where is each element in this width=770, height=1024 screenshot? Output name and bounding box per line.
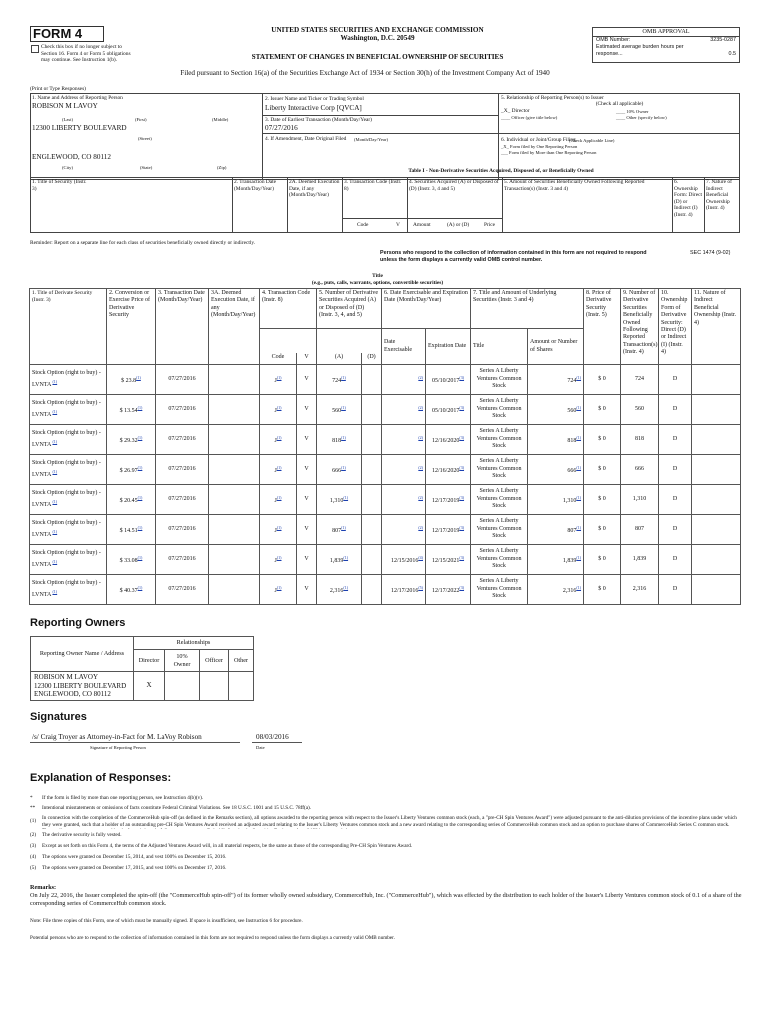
footnote-link[interactable]: (1) [341,434,346,440]
form-title: FORM 4 [33,26,83,41]
transaction-code: J [274,437,277,444]
footnote-link[interactable]: (1) [341,524,346,530]
owner-name: ROBISON M LAVOY [34,673,99,681]
underlying-amount: 1,310 [562,497,577,504]
transaction-date: 07/27/2016 [168,585,196,592]
derivative-price: $ 0 [598,375,606,382]
derivative-price: $ 0 [598,585,606,592]
remarks-label: Remarks: [30,884,57,891]
footnote-link[interactable]: (1) [52,468,58,474]
divider [342,177,343,233]
table-row [30,575,741,605]
underlying-title: Series A Liberty Ventures Common Stock [476,398,522,420]
footnote-link[interactable]: (3) [459,554,465,560]
footnote-link[interactable]: (1) [576,404,582,410]
fn-dstar-mark: ** [30,805,36,811]
city-label: (City) [62,165,73,170]
box3-label: 3. Date of Earliest Transaction (Month/Day/Year) [265,117,372,123]
t1-amount: Amount [413,222,431,228]
form-title-box [30,26,104,42]
security-title: Stock Option (right to buy) - LVNTA [32,430,101,448]
table-row [30,425,741,455]
v-flag: V [304,375,309,382]
t1-col1: 1. Title of Security (Instr. 3) [32,179,87,192]
security-title: Stock Option (right to buy) - LVNTA [32,520,101,538]
reporting-person-city: ENGLEWOOD, CO 80112 [32,153,111,161]
t1-col6: 6. Ownership Form: Direct (D) or Indirect (I) (Instr. 4) [674,179,702,218]
ownership-form: D [672,585,678,592]
footnote-link[interactable]: (1) [276,434,282,440]
acquired-amount: 818 [332,437,342,444]
acquired-amount: 2,316 [329,587,344,594]
divider [287,177,288,233]
acquired-amount: 724 [332,377,342,384]
fn5-mark: (5) [30,865,37,871]
reporting-person-street: 12300 LIBERTY BOULEVARD [32,124,127,132]
footnote-link[interactable]: (1) [576,494,582,500]
fn5: The options were granted on December 17, 2015, and vest 100% on December 17, 2016. [42,865,227,871]
t2-h8: 8. Price of Derivative Security (Instr. 5) [586,290,612,319]
footnote-link[interactable]: (1) [52,378,58,384]
t1-col7: 7. Nature of Indirect Beneficial Ownership (Instr. 4) [706,179,732,212]
section16-note: Check this box if no longer subject to Section 16. Form 4 or Form 5 obligations may continue. See Instruction 1(b). [41,44,131,64]
underlying-amount: 2,316 [562,587,577,594]
ownership-form: D [672,405,678,412]
footnote-link[interactable]: (1) [341,404,346,410]
t1-col5: 5. Amount of Securities Beneficially Owned Following Reported Transaction(s) (Instr. 3 and 4) [504,179,645,192]
t2-code-h: Code [271,353,285,360]
footnote-link[interactable]: (1) [136,374,141,380]
footnote-link[interactable]: (1) [341,464,346,470]
t1-v: V [396,222,400,228]
t2-date-exercisable: Date Exercisable [384,339,412,353]
first-label: (First) [135,117,147,122]
owner-ten-pct-h: 10% Owner [173,652,191,668]
underlying-title: Series A Liberty Ventures Common Stock [476,518,522,540]
footnote-link[interactable]: (2) [418,434,424,440]
footnote-link[interactable]: (1) [343,554,349,560]
box2-label: 2. Issuer Name and Ticker or Trading Symbol [265,96,364,102]
t1-price: Price [484,222,496,228]
footnote-link[interactable]: (3) [459,494,465,500]
exercise-price: $ 14.51 [119,527,138,534]
earliest-transaction-date: 07/27/2016 [265,124,298,132]
date-exercisable: 12/15/2016 [391,557,419,564]
acquired-amount: 807 [332,527,342,534]
reporting-owners-heading: Reporting Owners [30,617,126,629]
box6-sub: (Check Applicable Line) [569,138,615,143]
omb-title: OMB APPROVAL [593,28,739,37]
omb-number-label: OMB Number: [596,37,631,43]
box4-label: 4. If Amendment, Date Original Filed [265,136,347,142]
agency-name: UNITED STATES SECURITIES AND EXCHANGE COMMISSION [271,26,484,34]
transaction-date: 07/27/2016 [168,495,196,502]
transaction-date: 07/27/2016 [168,435,196,442]
t2-h2: 2. Conversion or Exercise Price of Derivative Security [109,290,150,319]
expiration-date: 05/10/2017 [432,407,460,414]
date-line [252,742,302,743]
footnote-link[interactable]: (1) [52,528,58,534]
footnote-link[interactable]: (1) [276,524,282,530]
remarks-text: On July 22, 2016, the Issuer completed the spin-off (the "CommerceHub spin-off") of its former wholly owned subsidiary, CommerceHub, Inc. ("CommerceHub"), which was effected by the distribution to each holder of the Issuer's Liberty Ventures common stock of 0.1 of a share of the corresponding series of CommerceHub common stock. [30,892,742,907]
v-flag: V [304,495,309,502]
derivative-price: $ 0 [598,555,606,562]
signature-date: 08/03/2016 [256,733,289,741]
t2-h1: 1. Title of Derivate Security (Instr. 3) [32,290,93,304]
box5-label: 5. Relationship of Reporting Person(s) to Issuer [501,95,604,101]
footnote-link[interactable]: (3) [459,524,465,530]
omb-burden-label: Estimated average burden hours per response... [596,44,684,57]
t1-col2: 2. Transaction Date (Month/Day/Year) [234,179,277,192]
t2-h3: 3. Transaction Date (Month/Day/Year) [158,290,205,304]
footnote-link[interactable]: (1) [576,464,582,470]
t1-col4: 4. Securities Acquired (A) or Disposed of (D) (Instr. 3, 4 and 5) [409,179,499,192]
owned-following: 1,310 [632,495,647,502]
footnote-link[interactable]: (1) [276,494,282,500]
transaction-date: 07/27/2016 [168,525,196,532]
owned-following: 666 [635,465,645,472]
v-flag: V [304,435,309,442]
omb-burden: 0.5 [728,51,736,57]
underlying-amount: 818 [567,437,577,444]
footnote-link[interactable]: (3) [459,584,465,590]
table-row [30,455,741,485]
signature-line [30,742,240,743]
footnote-link[interactable]: (5) [418,584,424,590]
footnote-link[interactable]: (1) [343,584,349,590]
divider [342,218,502,219]
footnote-link[interactable]: (1) [137,464,143,470]
ownership-form: D [672,435,678,442]
footnote-link[interactable]: (2) [418,524,424,530]
omb-approval-box [592,27,740,63]
footnote-link[interactable]: (1) [137,584,143,590]
exercise-price: $ 20.45 [119,497,138,504]
expiration-date: 12/16/2020 [432,467,460,474]
underlying-title: Series A Liberty Ventures Common Stock [476,578,522,600]
footnote-link[interactable]: (1) [576,374,582,380]
footnote-link[interactable]: (1) [137,554,143,560]
underlying-title: Series A Liberty Ventures Common Stock [476,488,522,510]
exercise-price: $ 40.37 [119,587,138,594]
t2-title-h: Title [473,342,485,349]
v-flag: V [304,555,309,562]
footnote-link[interactable]: (1) [576,434,582,440]
table-row [30,545,741,575]
t2-h3a: 3A. Deemed Execution Date, if any (Month/Day/Year) [211,290,256,319]
print-note: (Print or Type Responses) [30,86,86,92]
t2-amount-h: Amount or Number of Shares [530,339,578,353]
transaction-code: J [274,407,277,414]
footnote-link[interactable]: (3) [459,434,465,440]
signature-name: /s/ Craig Troyer as Attorney-in-Fact for M. LaVoy Robison [32,733,202,741]
omb-number: 3235-0287 [710,37,736,43]
agency-city: Washington, D.C. 20549 [340,34,415,42]
expiration-date: 12/17/2019 [432,527,460,534]
fn1: In connection with the completion of the CommerceHub spin-off (as defined in the Remarks section), all options awarded to the reporting person with respect to the Issuer's Liberty Ventures common stock (each, a "pre-CH Spin Ventures Award") were adjusted pursuant to the anti-dilution provisions of the incentive plans under which they were granted, such that a holder of an outstanding pre-CH Spin Ventures Award received an adjusted award relating to the Issuer's Liberty Ventures common stock and a new award relating to the corresponding series of CommerceHub common stock and an option to purchase shares of CommerceHub Series C common stock. [42,815,737,828]
underlying-title: Series A Liberty Ventures Common Stock [476,428,522,450]
owned-following: 818 [635,435,645,442]
t2-h6: 6. Date Exercisable and Expiration Date (Month/Day/Year) [384,290,468,304]
footnote-link[interactable]: (1) [343,494,349,500]
v-flag: V [304,465,309,472]
footnote-link[interactable]: (1) [576,554,582,560]
exercise-price: $ 33.08 [119,557,138,564]
sec-number: SEC 1474 (9-02) [690,250,731,256]
fn2-mark: (2) [30,832,37,838]
t2-v-h: V [304,353,309,360]
t2-expiration-date: Expiration Date [428,342,467,349]
footnote-link[interactable]: (1) [276,584,282,590]
box6-opt2: ___ Form filed by More than One Reporting Person [501,150,597,155]
divider [672,177,673,233]
potential-persons: Potential persons who are to respond to the collection of information contained in this form are not required to respond unless the form displays a currently valid OMB number. [30,935,395,941]
footnote-link[interactable]: (1) [137,494,143,500]
exercise-price: $ 23.8 [121,377,137,384]
underlying-amount: 1,839 [562,557,577,564]
statement-title: STATEMENT OF CHANGES IN BENEFICIAL OWNERSHIP OF SECURITIES [251,53,504,61]
divider [232,177,233,233]
footnote-link[interactable]: (1) [52,558,58,564]
transaction-date: 07/27/2016 [168,405,196,412]
owned-following: 724 [635,375,645,382]
owned-following: 807 [635,525,645,532]
footnote-link[interactable]: (1) [576,524,582,530]
persons-notice: Persons who respond to the collection of information contained in this form are not required to respond unless the form displays a currently valid OMB control number. [380,250,647,263]
last-label: (Last) [62,117,73,122]
zip-label: (Zip) [217,165,227,170]
fn3-mark: (3) [30,843,37,849]
table2-subtitle: (e.g., puts, calls, warrants, options, convertible securities) [311,280,444,286]
footnote-link[interactable]: (1) [276,404,282,410]
expiration-date: 12/16/2020 [432,437,460,444]
owner-director-h: Director [138,656,160,664]
transaction-code: J [274,557,277,564]
security-title: Stock Option (right to buy) - LVNTA [32,580,101,598]
table2 [29,288,741,605]
t2-h10: 10. Ownership Form of Derivative Security: Direct (D) or Indirect (I) (Instr. 4) [661,290,688,356]
middle-label: (Middle) [212,117,229,122]
reporting-person-name: ROBISON M LAVOY [32,102,98,110]
derivative-price: $ 0 [598,495,606,502]
v-flag: V [304,525,309,532]
acquired-amount: 1,839 [329,557,344,564]
ownership-form: D [672,465,678,472]
security-title: Stock Option (right to buy) - LVNTA [32,490,101,508]
ownership-form: D [672,555,678,562]
derivative-price: $ 0 [598,435,606,442]
box6-label: 6. Individual or Joint/Group Filing [501,137,576,143]
date-label: Date [256,745,265,750]
footnote-link[interactable]: (1) [276,554,282,560]
transaction-code: J [274,527,277,534]
owner-addr2: ENGLEWOOD, CO 80112 [34,690,111,699]
date-exercisable: 12/17/2016 [391,587,419,594]
security-title: Stock Option (right to buy) - LVNTA [32,370,101,388]
filing-note: Note: File three copies of this Form, one of which must be manually signed. If space is insufficient, see Instruction 6 for procedure. [30,918,303,924]
owner-director-mark: X [146,681,152,690]
fn2: The derivative security is fully vested. [42,832,122,838]
footnote-link[interactable]: (2) [418,374,424,380]
owner-relationships: Relationships [176,639,211,647]
owner-other-h: Other [233,656,249,664]
reminder: Reminder: Report on a separate line for each class of securities beneficially owned directly or indirectly. [30,240,256,246]
transaction-date: 07/27/2016 [168,465,196,472]
underlying-title: Series A Liberty Ventures Common Stock [476,458,522,480]
other-option: ____ Other (specify below) [616,115,667,120]
footnote-link[interactable]: (1) [52,438,58,444]
transaction-code: J [274,467,277,474]
footnote-link[interactable]: (3) [459,464,465,470]
fn4-mark: (4) [30,854,37,860]
derivative-price: $ 0 [598,405,606,412]
table1-title: Table I - Non-Derivative Securities Acquired, Disposed of, or Beneficially Owned [408,168,594,174]
security-title: Stock Option (right to buy) - LVNTA [32,460,101,478]
divider [262,115,498,116]
owner-officer-h: Officer [205,656,223,664]
signature-label: Signature of Reporting Person [90,745,146,750]
footnote-link[interactable]: (4) [418,554,424,560]
security-title: Stock Option (right to buy) - LVNTA [32,550,101,568]
fn3: Except as set forth on this Form 4, the terms of the Adjusted Ventures Award will, in all material respects, be the same as those of the corresponding Pre-CH Spin Ventures Award. [42,843,413,849]
exercise-price: $ 26.97 [119,467,138,474]
t1-col3: 3. Transaction Code (Instr. 8) [344,179,402,192]
transaction-code: J [274,497,277,504]
underlying-amount: 724 [567,377,577,384]
t2-d-h: (D) [367,353,376,360]
footnote-link[interactable]: (1) [137,404,143,410]
t2-h11: 11. Nature of Indirect Beneficial Ownership (Instr. 4) [694,290,737,326]
underlying-amount: 807 [567,527,577,534]
footnote-link[interactable]: (1) [276,374,282,380]
footnote-link[interactable]: (2) [418,464,424,470]
footnote-link[interactable]: (2) [418,404,424,410]
t2-h5: 5. Number of Derivative Securities Acquired (A) or Disposed of (D) (Instr. 3, 4, and 5) [319,290,378,319]
section16-checkbox[interactable] [31,45,39,53]
t2-h4: 4. Transaction Code (Instr. 8) [262,290,311,304]
t1-aord: (A) or (D) [447,222,470,228]
footnote-link[interactable]: (3) [459,404,465,410]
t2-a-h: (A) [334,353,344,360]
owned-following: 1,839 [632,555,647,562]
t2-h7: 7. Title and Amount of Underlying Securities (Instr. 3 and 4) [473,290,557,304]
divider [262,93,263,180]
state-label: (State) [140,165,153,170]
ten-pct-option: ____ 10% Owner [616,109,649,114]
v-flag: V [304,405,309,412]
expiration-date: 12/17/2019 [432,497,460,504]
footnote-link[interactable]: (1) [276,464,282,470]
footnote-link[interactable]: (3) [459,374,465,380]
footnote-link[interactable]: (1) [341,374,346,380]
box1-label: 1. Name and Address of Reporting Person [32,95,123,101]
footnote-link[interactable]: (1) [52,408,58,414]
owner-col-name: Reporting Owner Name / Address [39,650,125,658]
table-row [30,485,741,515]
divider [704,177,705,233]
transaction-date: 07/27/2016 [168,555,196,562]
box6-opt1: _X_ Form filed by One Reporting Person [501,144,578,149]
owner-row [31,672,254,701]
footnote-link[interactable]: (1) [137,434,143,440]
box4-sub: (Month/Day/Year) [354,137,388,142]
owner-addr1: 12300 LIBERTY BOULEVARD [34,681,127,690]
officer-option: ____ Officer (give title below) [501,115,558,120]
t1-col2a: 2A. Deemed Execution Date, if any (Month/Day/Year) [289,179,340,199]
fn1-mark: (1) [30,818,37,824]
divider [407,177,408,233]
ownership-form: D [672,495,678,502]
fn-dstar: Intentional misstatements or omissions of facts constitute Federal Criminal Violations. See 18 U.S.C. 1001 and 15 U.S.C. 78ff(a). [42,805,312,811]
underlying-amount: 666 [567,467,577,474]
expiration-date: 05/10/2017 [432,377,460,384]
t1-code: Code [357,222,369,228]
issuer-name: Liberty Interactive Corp [QVCA] [265,104,362,112]
filed-pursuant: Filed pursuant to Section 16(a) of the Securities Exchange Act of 1934 or Section 30(h) of the Investment Company Act of 1940 [180,69,550,77]
underlying-title: Series A Liberty Ventures Common Stock [476,548,522,570]
derivative-price: $ 0 [598,465,606,472]
ownership-form: D [672,525,678,532]
owned-following: 560 [635,405,645,412]
table-row [30,365,741,395]
exercise-price: $ 29.32 [119,437,138,444]
reporting-owners-table [30,636,254,701]
box5-sub: (Check all applicable) [595,101,644,107]
acquired-amount: 560 [332,407,342,414]
transaction-code: J [274,377,277,384]
footnote-link[interactable]: (1) [52,498,58,504]
table2-title: Title [372,273,383,279]
table-row [30,395,741,425]
divider [262,133,740,134]
acquired-amount: 1,310 [329,497,344,504]
footnote-link[interactable]: (1) [576,584,582,590]
acquired-amount: 666 [332,467,342,474]
footnote-link[interactable]: (2) [418,494,424,500]
v-flag: V [304,585,309,592]
owned-following: 2,316 [632,585,647,592]
divider [502,177,503,233]
footnote-link[interactable]: (1) [52,588,58,594]
underlying-title: Series A Liberty Ventures Common Stock [476,368,522,390]
ownership-form: D [672,375,678,382]
expiration-date: 12/17/2022 [432,587,460,594]
security-title: Stock Option (right to buy) - LVNTA [32,400,101,418]
director-option: _X_ Director [501,108,530,114]
fn4: The options were granted on December 15, 2014, and vest 100% on December 15, 2016. [42,854,227,860]
divider [498,93,499,180]
signatures-heading: Signatures [30,711,87,723]
explanation-heading: Explanation of Responses: [30,772,172,784]
fn-star-mark: * [30,795,33,801]
t2-h9: 9. Number of Derivative Securities Beneficially Owned Following Reported Transaction(s) (Instr. 4) [623,290,658,356]
street-label: (Street) [138,136,152,141]
underlying-amount: 560 [567,407,577,414]
expiration-date: 12/15/2021 [432,557,460,564]
exercise-price: $ 13.54 [119,407,138,414]
transaction-code: J [274,587,277,594]
fn-star: If the form is filed by more than one reporting person, see Instruction 4(b)(v). [42,795,204,801]
derivative-price: $ 0 [598,525,606,532]
footnote-link[interactable]: (1) [137,524,143,530]
table-row [30,515,741,545]
transaction-date: 07/27/2016 [168,375,196,382]
